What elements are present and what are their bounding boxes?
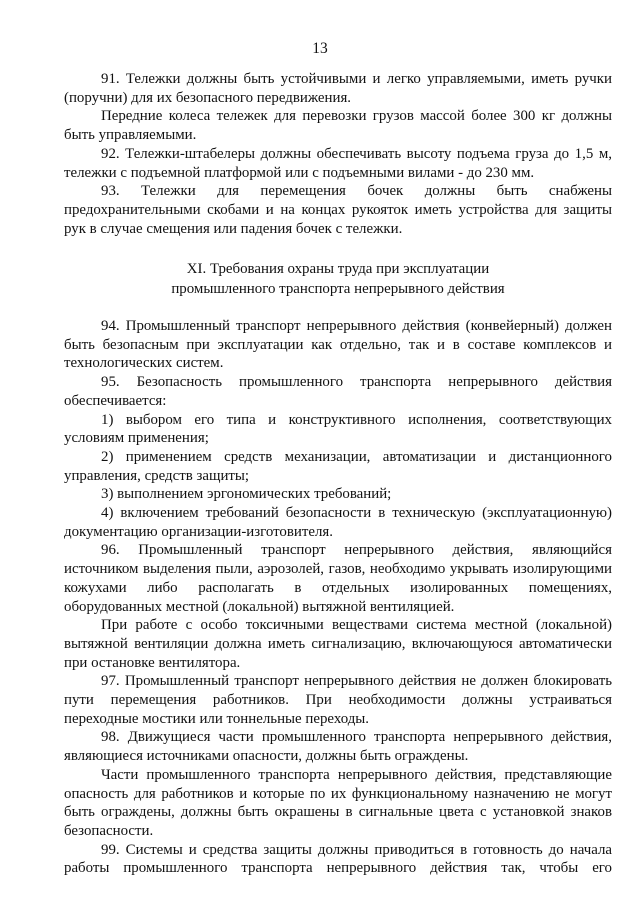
paragraph-96: 96. Промышленный транспорт непрерывного действия, являющийся источником выделения пыли, аэрозолей, газов, необходимо укрывать изолирующими кожухами либо располагать в отдельных изолированных помещениях, оборудованных местной (локальной) вытяжной вентиляцией. <box>64 542 612 615</box>
section-paragraphs <box>64 317 612 878</box>
paragraph-98-parts: Части промышленного транспорта непрерывного действия, представляющие опасность для работников и которые по их функциональному назначению не могут быть ограждены, должны быть окрашены в сигнальные цвета с установкой знаков безопасности. <box>64 766 612 839</box>
top-paragraphs <box>64 70 612 238</box>
section-heading-line-1: XI. Требования охраны труда при эксплуатации <box>186 261 490 277</box>
paragraph-98: 98. Движущиеся части промышленного транспорта непрерывного действия, являющиеся источниками опасности, должны быть ограждены. <box>64 729 612 765</box>
list-item-2: 2) применением средств механизации, автоматизации и дистанционного управления, средств защиты; <box>64 448 612 484</box>
list-item-3: 3) выполнением эргономических требований; <box>101 486 392 503</box>
paragraph-92: 92. Тележки-штабелеры должны обеспечивать высоту подъема груза до 1,5 м, тележки с подъемной платформой или с подъемными вилами - до 230 мм. <box>64 145 612 181</box>
paragraph-94: 94. Промышленный транспорт непрерывного действия (конвейерный) должен быть безопасным при эксплуатации как отдельно, так и в составе комплексов и технологических систем. <box>64 318 612 372</box>
section-heading-line-2: промышленного транспорта непрерывного действия <box>171 281 505 297</box>
paragraph-93: 93. Тележки для перемещения бочек должны быть снабжены предохранительными скобами и на концах рукояток иметь устройства для защиты рук в случае смещения или падения бочек с тележки. <box>64 183 612 237</box>
list-item-1: 1) выбором его типа и конструктивного исполнения, соответствующих условиям применения; <box>64 411 612 447</box>
paragraph-96-toxic: При работе с особо токсичными веществами система местной (локальной) вытяжной вентиляции должна иметь сигнализацию, включающуюся автоматически при остановке вентилятора. <box>64 617 612 671</box>
paragraph-95: 95. Безопасность промышленного транспорта непрерывного действия обеспечивается: <box>64 374 612 409</box>
paragraph-99: 99. Системы и средства защиты должны приводиться в готовность до начала работы промышленного транспорта непрерывного действия так, чтобы его <box>64 841 612 877</box>
page-number: 13 <box>312 40 328 57</box>
paragraph-97: 97. Промышленный транспорт непрерывного действия не должен блокировать пути перемещения работников. При необходимости должны устраиваться переходные мостики или тоннельные переходы. <box>64 673 612 727</box>
list-item-4: 4) включением требований безопасности в техническую (эксплуатационную) документацию организации-изготовителя. <box>64 505 612 540</box>
paragraph-91-wheels: Передние колеса тележек для перевозки грузов массой более 300 кг должны быть управляемыми. <box>64 108 612 144</box>
paragraph-91: 91. Тележки должны быть устойчивыми и легко управляемыми, иметь ручки (поручни) для их безопасного передвижения. <box>64 71 612 106</box>
section-heading <box>64 259 612 299</box>
